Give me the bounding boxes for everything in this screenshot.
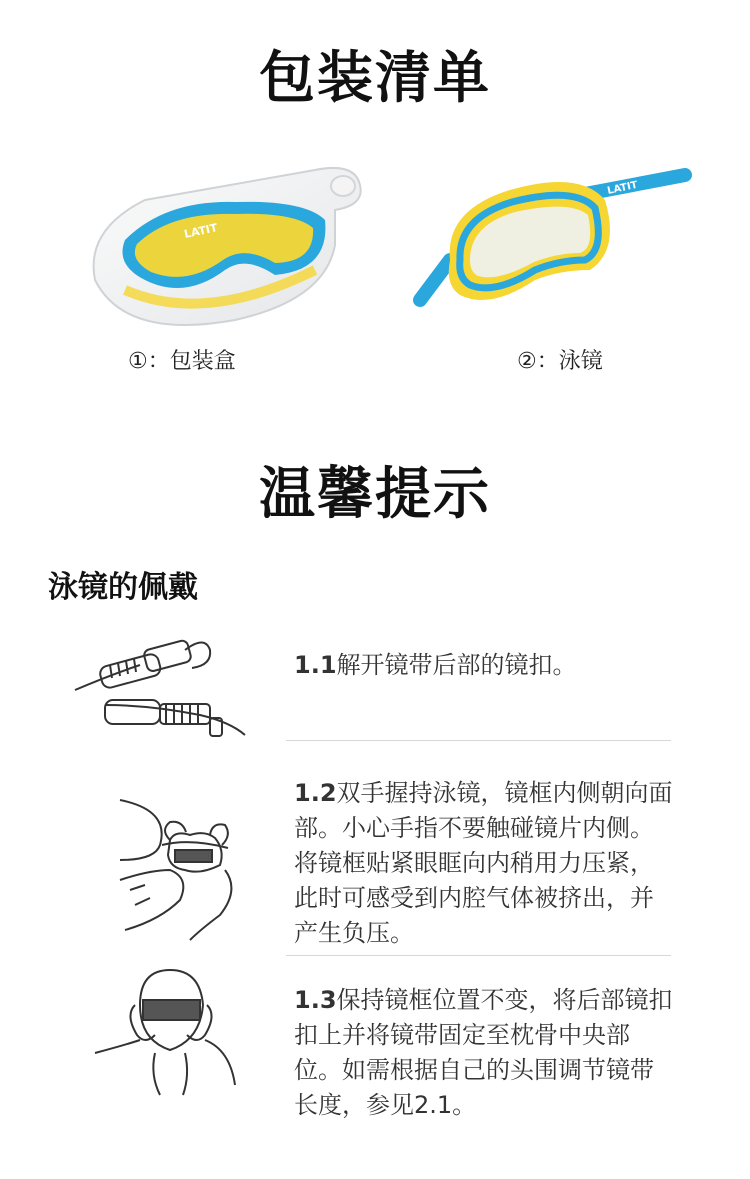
step-1-3-text [294,983,674,1123]
step-1-3-number: 1.3 [294,986,337,1014]
divider-2 [286,955,671,956]
hands-pressing-goggles-illustration [100,790,250,940]
tips-title: 温馨提示 [259,462,491,527]
step-1-3-body: 保持镜框位置不变，将后部镜扣扣上并将镜带固定至枕骨中央部位。如需根据自己的头围调节镜带长度，参见2.1。 [294,986,673,1119]
fastening-strap-illustration [95,965,245,1105]
step-1-2-body: 双手握持泳镜，镜框内侧朝向面部。小心手指不要触碰镜片内侧。将镜框贴紧眼眶向内稍用力压紧，此时可感受到内腔气体被挤出，并产生负压。 [294,779,673,947]
step-1-1-body: 解开镜带后部的镜扣。 [336,651,577,679]
case-brand-logo: LATIT [182,221,219,241]
divider-1 [286,740,671,741]
goggles-brand-logo: LATIT [606,179,639,197]
step-1-2-number: 1.2 [294,779,337,807]
section-title-wearing: 泳镜的佩戴 [48,570,198,605]
step-1-1-number: 1.1 [294,651,337,679]
goggles-case-image [85,160,375,340]
swim-goggles-image [420,160,700,325]
step-1-2-text [294,776,674,951]
step-1-1-text [294,648,674,683]
caption-goggles: ②：泳镜 [517,349,603,374]
strap-buckle-illustration [70,630,250,750]
caption-case: ①：包装盒 [128,349,236,374]
packing-list-title: 包装清单 [259,46,491,111]
